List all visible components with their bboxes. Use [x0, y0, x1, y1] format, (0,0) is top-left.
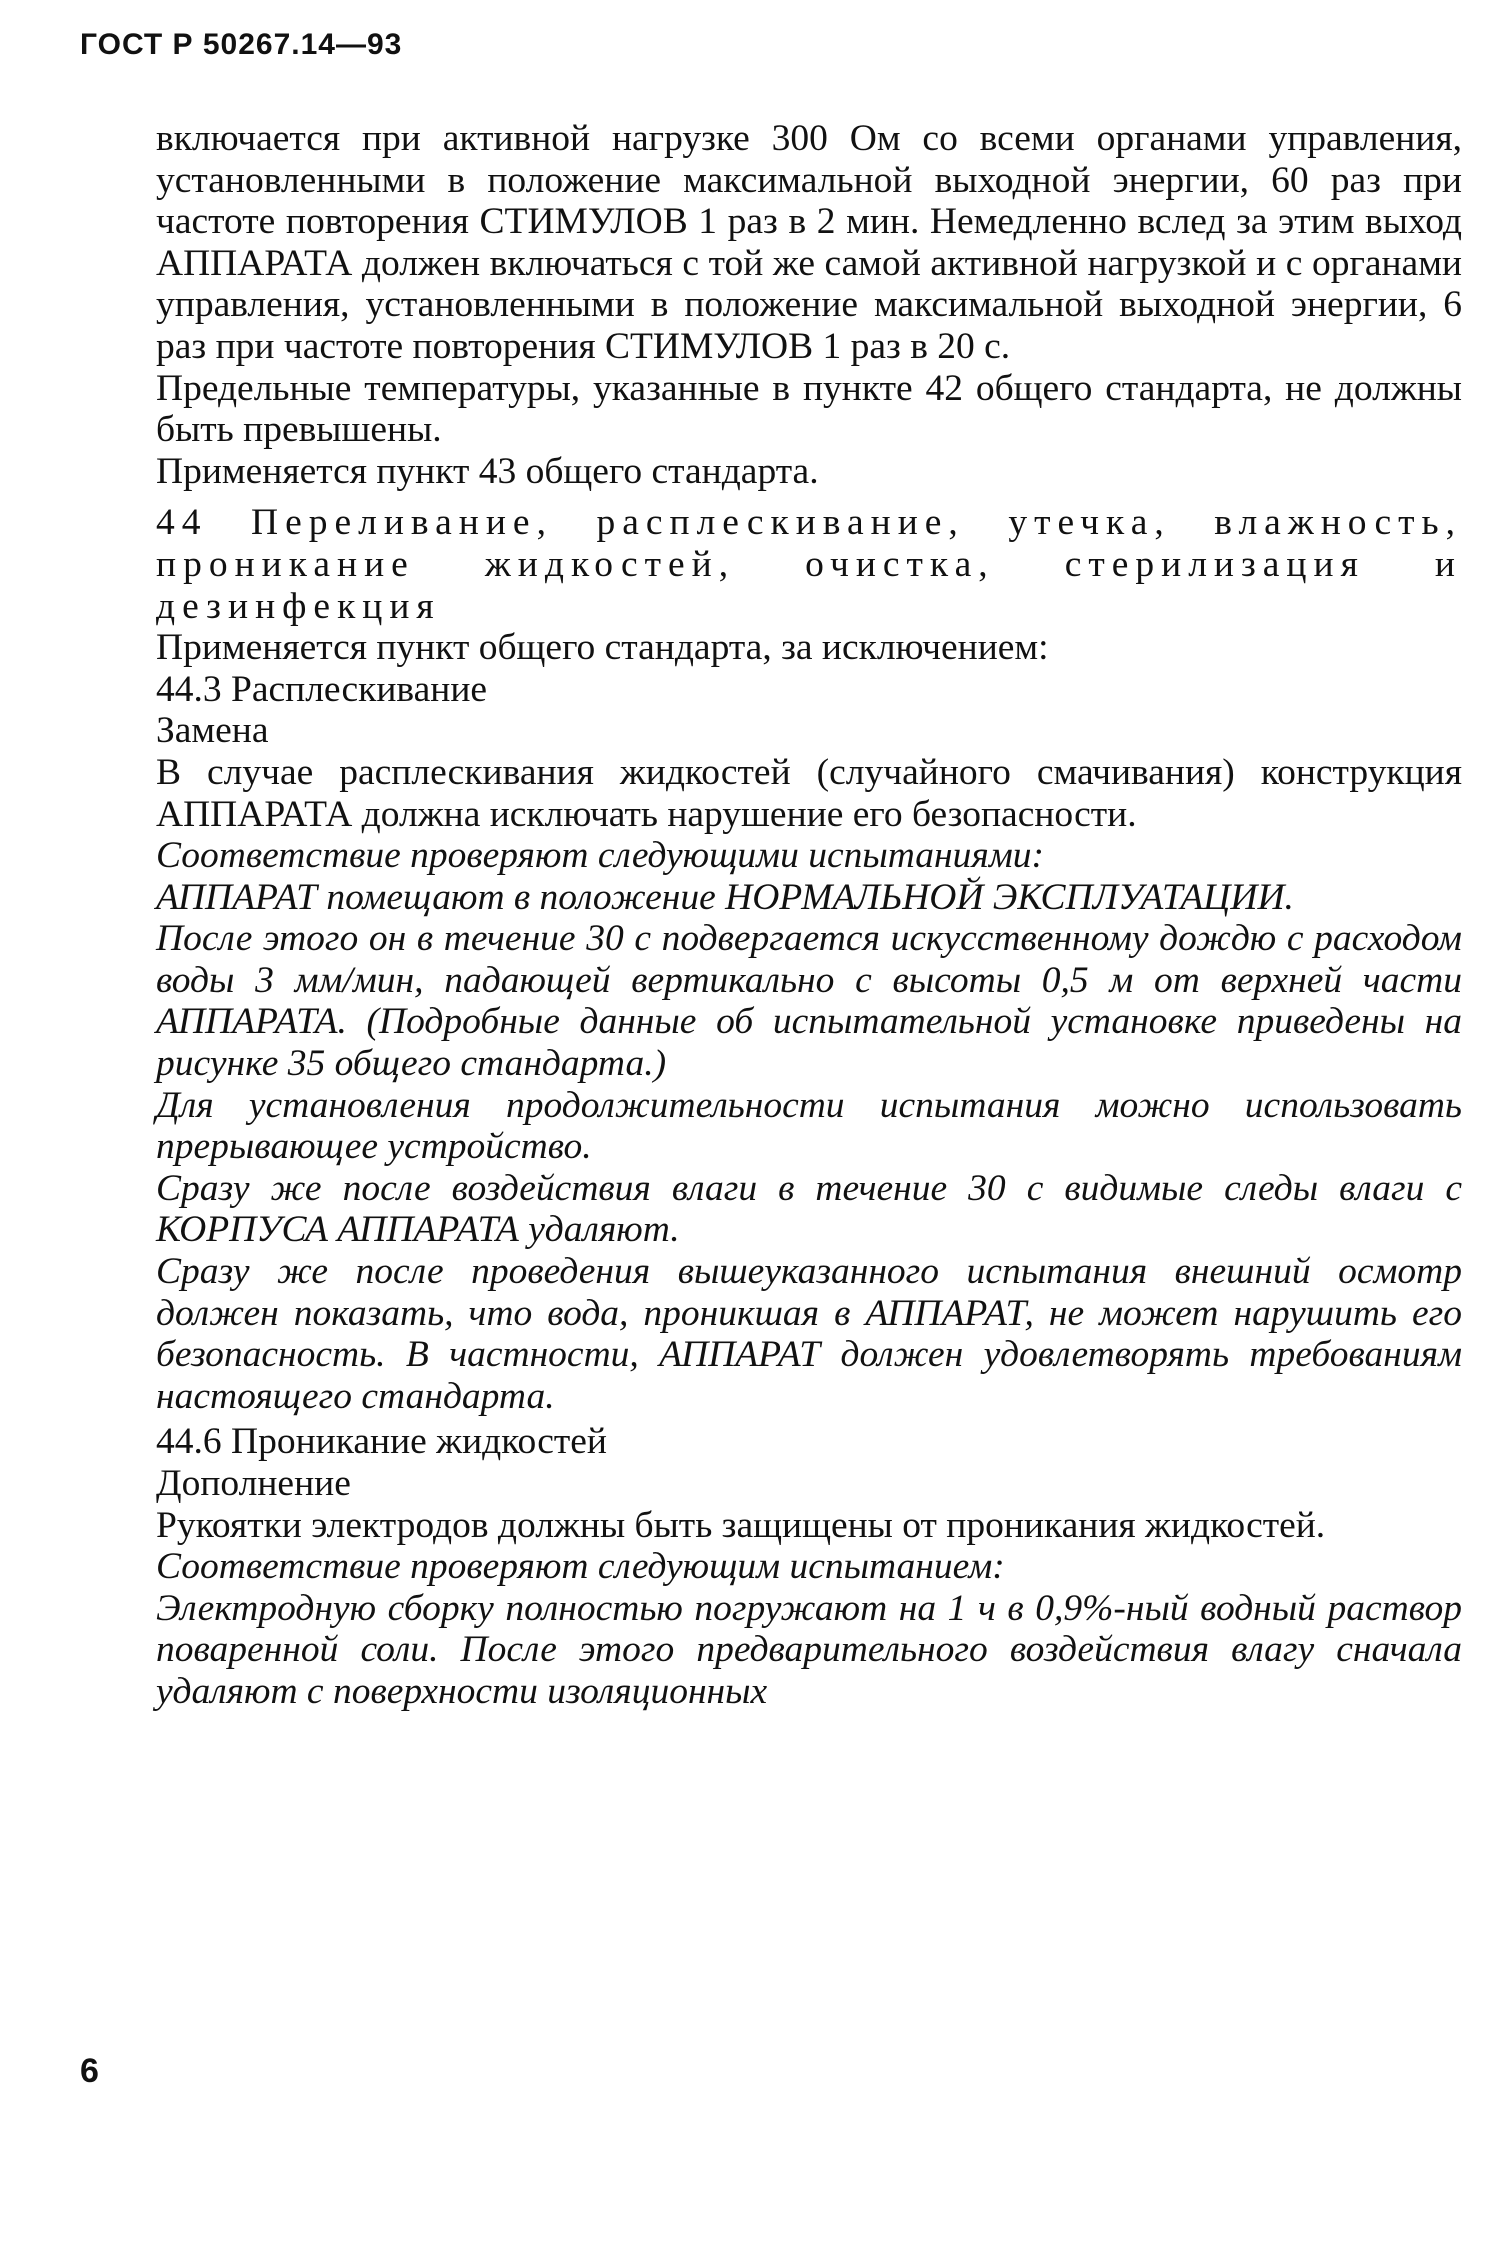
paragraph-normal-operation: АППАРАТ помещают в положение НОРМАЛЬНОЙ ЭКСПЛУАТАЦИИ.	[156, 876, 1294, 918]
subsection-heading-44-6: 44.6 Проникание жидкостей	[156, 1421, 607, 1463]
label-replacement: Замена	[156, 710, 269, 752]
paragraph-load-test: включается при активной нагрузке 300 Ом со всеми органами управления, установленными в положение максимальной выходной энергии, 60 раз при частоте повторения СТИМУЛОВ 1 раз в 2 мин. Немедленно вслед за этим выход АППАРАТА должен включаться с той же самой активной нагрузкой и с органами управления, установленными в положение максимальной выходной энергии, 6 раз при частоте повторения СТИМУЛОВ 1 раз в 20 с.	[156, 118, 1462, 367]
paragraph-electrode-handles: Рукоятки электродов должны быть защищены от проникания жидкостей.	[156, 1504, 1326, 1546]
paragraph-artificial-rain: После этого он в течение 30 с подвергается искусственному дождю с расходом воды 3 мм/мин, падающей вертикально с высоты 0,5 м от верхней части АППАРАТА. (Подробные данные об испытательной установке приведены на рисунке 35 общего стандарта.)	[156, 918, 1462, 1085]
paragraph-remove-moisture: Сразу же после воздействия влаги в течение 30 с видимые следы влаги с КОРПУСА АППАРАТА удаляют.	[156, 1167, 1462, 1251]
paragraph-compliance-test: Соответствие проверяют следующим испытанием:	[156, 1546, 1005, 1588]
paragraph-interrupting-device: Для установления продолжительности испытания можно использовать прерывающее устройство.	[156, 1084, 1462, 1168]
paragraph-clause-43: Применяется пункт 43 общего стандарта.	[156, 450, 819, 492]
section-heading-44: 44 Переливание, расплескивание, утечка, влажность, проникание жидкостей, очистка, стерилизация и дезинфекция	[156, 502, 1462, 627]
document-body	[156, 118, 1462, 1713]
paragraph-temperature-limits: Предельные температуры, указанные в пункте 42 общего стандарта, не должны быть превышены.	[156, 367, 1462, 451]
page-number: 6	[80, 2052, 99, 2090]
paragraph-compliance-tests: Соответствие проверяют следующими испытаниями:	[156, 835, 1044, 877]
paragraph-visual-inspection: Сразу же после проведения вышеуказанного испытания внешний осмотр должен показать, что вода, проникшая в АППАРАТ, не может нарушить его безопасность. В частности, АППАРАТ должен удовлетворять требованиям настоящего стандарта.	[156, 1251, 1462, 1417]
subsection-heading-44-3: 44.3 Расплескивание	[156, 668, 488, 710]
paragraph-spill-requirement: В случае расплескивания жидкостей (случайного смачивания) конструкция АППАРАТА должна исключать нарушение его безопасности.	[156, 751, 1462, 835]
label-addition: Дополнение	[156, 1463, 351, 1504]
standard-header: ГОСТ Р 50267.14—93	[80, 28, 403, 61]
paragraph-clause-44-applies: Применяется пункт общего стандарта, за исключением:	[156, 627, 1049, 669]
paragraph-saline-immersion: Электродную сборку полностью погружают на 1 ч в 0,9%-ный водный раствор поваренной соли. После этого предварительного воздействия влагу сначала удаляют с поверхности изоляционных	[156, 1587, 1462, 1712]
